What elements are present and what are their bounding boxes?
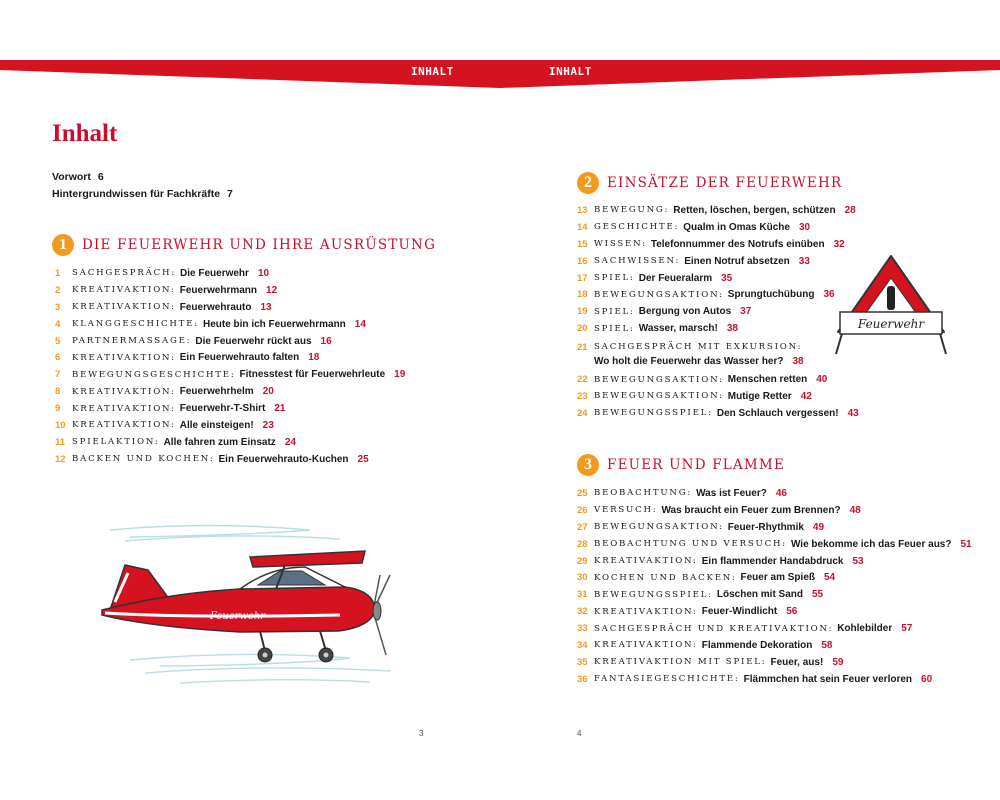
- entry-title: Sprungtuchübung: [727, 289, 815, 301]
- entry-page: 20: [262, 386, 274, 398]
- toc-entry[interactable]: [577, 286, 859, 303]
- entry-page: 23: [262, 419, 274, 431]
- entry-number: 1: [55, 267, 61, 279]
- entry-number: 20: [577, 323, 588, 335]
- entry-page: 14: [354, 318, 366, 330]
- running-head-right: INHALT: [549, 65, 592, 78]
- toc-entry[interactable]: [577, 637, 972, 654]
- entry-number: 12: [55, 453, 66, 465]
- toc-entry[interactable]: [577, 502, 972, 519]
- entry-title: Mutige Retter: [727, 390, 792, 402]
- entry-category: BEWEGUNGSAKTION:: [594, 289, 724, 300]
- page-number-right: 4: [577, 729, 582, 738]
- entry-category: KREATIVAKTION:: [594, 556, 698, 566]
- toc-entry[interactable]: [577, 236, 859, 253]
- entry-category: KLANGGESCHICHTE:: [72, 319, 199, 330]
- entry-page: 33: [798, 255, 810, 267]
- entry-title: Feuer-Windlicht: [701, 606, 778, 618]
- entry-title: Kohlebilder: [837, 623, 893, 635]
- entry-title: Feuerwehrhelm: [179, 386, 254, 398]
- toc-list-section-3: [577, 485, 972, 688]
- entry-page: 21: [274, 403, 286, 415]
- front-matter-page: 7: [227, 188, 233, 200]
- entry-number: 16: [577, 255, 588, 267]
- entry-category: FANTASIEGESCHICHTE:: [594, 674, 740, 685]
- entry-category: BEWEGUNGSAKTION:: [594, 391, 724, 402]
- entry-title: Qualm in Omas Küche: [683, 221, 790, 233]
- entry-number: 15: [577, 238, 588, 250]
- entry-page: 13: [260, 301, 272, 313]
- section-number-badge: 1: [52, 234, 74, 256]
- entry-number: 18: [577, 289, 588, 301]
- entry-page: 35: [721, 272, 733, 284]
- entry-page: 38: [726, 323, 738, 335]
- entry-title: Was braucht ein Feuer zum Brennen?: [661, 504, 841, 516]
- entry-page: 24: [284, 436, 296, 448]
- entry-category: KREATIVAKTION:: [72, 302, 176, 313]
- entry-number: 8: [55, 386, 61, 398]
- toc-entry[interactable]: [55, 383, 405, 400]
- entry-title: Alle einsteigen!: [179, 419, 254, 431]
- entry-number: 28: [577, 538, 588, 550]
- entry-page: 19: [394, 369, 406, 381]
- entry-number: 26: [577, 504, 588, 516]
- entry-number: 34: [577, 639, 588, 651]
- entry-page: 25: [357, 453, 369, 465]
- entry-page: 10: [257, 267, 270, 279]
- entry-category: SACHGESPRÄCH:: [72, 268, 177, 279]
- toc-list-section-1: [55, 265, 405, 468]
- entry-category: BEOBACHTUNG:: [594, 488, 693, 499]
- entry-number: 33: [577, 623, 588, 635]
- entry-title: Der Feueralarm: [638, 272, 713, 284]
- entry-page: 58: [821, 639, 833, 651]
- entry-page: 18: [308, 352, 320, 364]
- airplane-illustration: [90, 515, 410, 695]
- entry-category: KREATIVAKTION:: [72, 285, 176, 296]
- entry-page: 48: [849, 504, 861, 516]
- entry-number: 24: [577, 407, 588, 419]
- entry-category: BEWEGUNGSAKTION:: [594, 374, 724, 385]
- entry-page: 49: [812, 521, 825, 533]
- entry-title: Ein Feuerwehrauto-Kuchen: [218, 453, 349, 465]
- entry-category: KREATIVAKTION:: [594, 606, 698, 617]
- toc-entry[interactable]: [577, 202, 859, 219]
- entry-number: 4: [55, 318, 61, 330]
- entry-title: Flämmchen hat sein Feuer verloren: [743, 673, 913, 685]
- toc-entry[interactable]: [577, 654, 972, 671]
- entry-page: 59: [832, 656, 844, 668]
- toc-entry[interactable]: [55, 417, 405, 434]
- entry-page: 38: [792, 355, 804, 367]
- toc-entry[interactable]: [577, 671, 972, 688]
- entry-page: 30: [798, 221, 811, 233]
- front-matter-item[interactable]: [52, 171, 104, 183]
- entry-page: 55: [812, 589, 824, 601]
- entry-title: Menschen retten: [727, 374, 808, 386]
- warning-sign-illustration: [826, 250, 956, 360]
- entry-number: 3: [55, 301, 61, 313]
- entry-page: 53: [852, 555, 864, 567]
- entry-category: BACKEN UND KOCHEN:: [72, 454, 215, 465]
- front-matter-item[interactable]: [52, 188, 233, 200]
- sign-label: Feuerwehr: [857, 317, 925, 331]
- entry-number: 7: [55, 369, 61, 381]
- entry-page: 60: [921, 673, 933, 685]
- toc-entry[interactable]: [55, 316, 405, 333]
- section-title: FEUER UND FLAMME: [607, 457, 785, 473]
- entry-category: KOCHEN UND BACKEN:: [594, 572, 737, 583]
- entry-number: 25: [577, 487, 588, 499]
- entry-category: BEOBACHTUNG UND VERSUCH:: [594, 539, 787, 550]
- entry-category: KREATIVAKTION:: [72, 403, 176, 414]
- entry-number: 21: [577, 341, 588, 353]
- entry-number: 22: [577, 374, 588, 386]
- entry-number: 10: [55, 419, 66, 431]
- entry-category: PARTNERMASSAGE:: [72, 336, 192, 346]
- entry-page: 28: [844, 204, 856, 216]
- entry-title: Feuer am Spieß: [740, 572, 815, 584]
- entry-title: Feuerwehr-T-Shirt: [179, 403, 266, 415]
- toc-entry[interactable]: [55, 282, 405, 299]
- entry-title: Einen Notruf absetzen: [684, 255, 790, 267]
- entry-number: 35: [577, 656, 588, 668]
- entry-category: KREATIVAKTION MIT SPIEL:: [594, 657, 767, 668]
- toc-entry[interactable]: [55, 434, 405, 451]
- section-heading-3: [577, 454, 785, 476]
- entry-number: 36: [577, 673, 588, 685]
- toc-entry[interactable]: [577, 553, 972, 570]
- toc-entry[interactable]: [55, 299, 405, 316]
- toc-entry[interactable]: [577, 219, 859, 236]
- entry-page: 46: [775, 487, 787, 499]
- entry-title: Was ist Feuer?: [696, 487, 767, 499]
- section-number-badge: 3: [577, 454, 599, 476]
- entry-title: Flammende Dekoration: [701, 639, 813, 651]
- entry-category: BEWEGUNGSSPIEL:: [594, 408, 713, 419]
- airplane-label: Feuerwehr: [210, 611, 266, 622]
- entry-category: VERSUCH:: [594, 505, 658, 516]
- entry-title: Feuer, aus!: [770, 656, 824, 668]
- entry-page: 43: [847, 407, 859, 419]
- entry-title: Heute bin ich Feuerwehrmann: [202, 318, 346, 330]
- entry-number: 29: [577, 555, 588, 567]
- toc-entry[interactable]: [577, 485, 972, 502]
- entry-title: Wie bekomme ich das Feuer aus?: [790, 538, 952, 550]
- entry-page: 40: [816, 374, 828, 386]
- entry-number: 6: [55, 352, 61, 364]
- entry-number: 11: [55, 436, 66, 448]
- entry-category: BEWEGUNGSGESCHICHTE:: [72, 369, 236, 380]
- entry-page: 12: [266, 284, 278, 296]
- entry-page: 54: [823, 572, 836, 584]
- entry-page: 32: [833, 238, 845, 250]
- entry-number: 32: [577, 606, 588, 618]
- entry-category: SACHGESPRÄCH MIT EXKURSION:: [594, 342, 803, 353]
- entry-number: 9: [55, 403, 61, 415]
- entry-title: Bergung von Autos: [638, 306, 732, 318]
- entry-title: Wo holt die Feuerwehr das Wasser her?: [594, 355, 784, 367]
- toc-entry[interactable]: [577, 536, 972, 553]
- entry-category: SPIEL:: [594, 323, 635, 334]
- toc-entry[interactable]: [55, 366, 405, 383]
- entry-number: 19: [577, 306, 588, 318]
- section-heading-1: [52, 234, 436, 256]
- toc-entry[interactable]: [577, 303, 859, 320]
- entry-title: Wasser, marsch!: [638, 323, 718, 335]
- toc-entry[interactable]: [577, 405, 859, 422]
- toc-entry[interactable]: [577, 586, 972, 603]
- toc-list-section-2: [577, 202, 859, 422]
- entry-page: 51: [960, 538, 972, 550]
- entry-title: Ein flammender Handabdruck: [701, 555, 844, 567]
- section-heading-2: [577, 172, 842, 194]
- entry-title: Die Feuerwehr rückt aus: [195, 335, 312, 347]
- toc-entry[interactable]: [577, 337, 859, 371]
- toc-entry[interactable]: [55, 400, 405, 417]
- entry-category: BEWEGUNG:: [594, 205, 670, 216]
- entry-number: 27: [577, 521, 588, 533]
- section-title: DIE FEUERWEHR UND IHRE AUSRÜSTUNG: [82, 237, 437, 253]
- entry-category: SACHGESPRÄCH UND KREATIVAKTION:: [594, 623, 834, 634]
- entry-page: 37: [740, 306, 752, 318]
- entry-category: BEWEGUNGSAKTION:: [594, 522, 724, 533]
- entry-title: Feuerwehrauto: [179, 301, 252, 313]
- entry-number: 30: [577, 572, 588, 584]
- entry-category: GESCHICHTE:: [594, 222, 680, 233]
- entry-number: 14: [577, 221, 588, 233]
- toc-entry[interactable]: [577, 270, 859, 287]
- entry-category: KREATIVAKTION:: [72, 386, 176, 397]
- entry-category: KREATIVAKTION:: [72, 420, 176, 431]
- toc-entry[interactable]: [55, 349, 405, 366]
- exclamation-icon: [887, 286, 895, 310]
- entry-category: WISSEN:: [594, 239, 647, 250]
- entry-number: 13: [577, 204, 588, 216]
- toc-entry[interactable]: [577, 519, 972, 536]
- section-number-badge: 2: [577, 172, 599, 194]
- entry-page: 36: [823, 289, 835, 301]
- page-number-left: 3: [419, 729, 424, 738]
- entry-category: KREATIVAKTION:: [72, 352, 176, 363]
- front-matter-title: Vorwort: [52, 171, 91, 183]
- entry-title: Feuer-Rhythmik: [727, 521, 804, 533]
- entry-category: BEWEGUNGSSPIEL:: [594, 589, 713, 600]
- entry-number: 23: [577, 390, 588, 402]
- running-head-left: INHALT: [411, 65, 454, 78]
- entry-number: 2: [55, 284, 61, 296]
- entry-page: 57: [901, 623, 913, 635]
- entry-title: Den Schlauch vergessen!: [716, 407, 839, 419]
- front-matter-title: Hintergrundwissen für Fachkräfte: [52, 188, 221, 200]
- toc-entry[interactable]: [577, 320, 859, 337]
- entry-title: Fitnesstest für Feuerwehrleute: [239, 369, 386, 381]
- toc-entry[interactable]: [577, 253, 859, 270]
- front-matter-page: 6: [97, 171, 104, 183]
- toc-entry[interactable]: [577, 569, 972, 586]
- entry-title: Alle fahren zum Einsatz: [163, 436, 276, 448]
- entry-title: Die Feuerwehr: [180, 267, 249, 279]
- toc-entry[interactable]: [577, 603, 972, 620]
- entry-number: 17: [577, 272, 588, 284]
- entry-category: SPIEL:: [594, 306, 635, 317]
- entry-number: 31: [577, 589, 588, 601]
- entry-page: 56: [786, 606, 798, 618]
- entry-category: KREATIVAKTION:: [594, 640, 698, 651]
- section-title: EINSÄTZE DER FEUERWEHR: [607, 175, 843, 191]
- toc-entry[interactable]: [577, 371, 859, 388]
- entry-title: Telefonnummer des Notrufs einüben: [650, 238, 825, 250]
- entry-page: 16: [320, 335, 332, 347]
- entry-number: 5: [55, 335, 61, 347]
- entry-category: SPIELAKTION:: [72, 437, 160, 448]
- toc-entry[interactable]: [55, 451, 405, 468]
- page-title: Inhalt: [52, 120, 118, 147]
- entry-title: Ein Feuerwehrauto falten: [179, 352, 300, 364]
- header-band: [0, 60, 1000, 88]
- entry-page: 42: [800, 390, 812, 402]
- toc-entry[interactable]: [55, 265, 405, 282]
- toc-entry[interactable]: [577, 620, 972, 637]
- entry-title: Löschen mit Sand: [716, 589, 803, 601]
- toc-entry[interactable]: [577, 388, 859, 405]
- entry-title: Retten, löschen, bergen, schützen: [673, 204, 836, 216]
- toc-entry[interactable]: [55, 333, 405, 350]
- entry-title: Feuerwehrmann: [179, 284, 258, 296]
- entry-category: SACHWISSEN:: [594, 256, 681, 267]
- entry-category: SPIEL:: [594, 273, 635, 283]
